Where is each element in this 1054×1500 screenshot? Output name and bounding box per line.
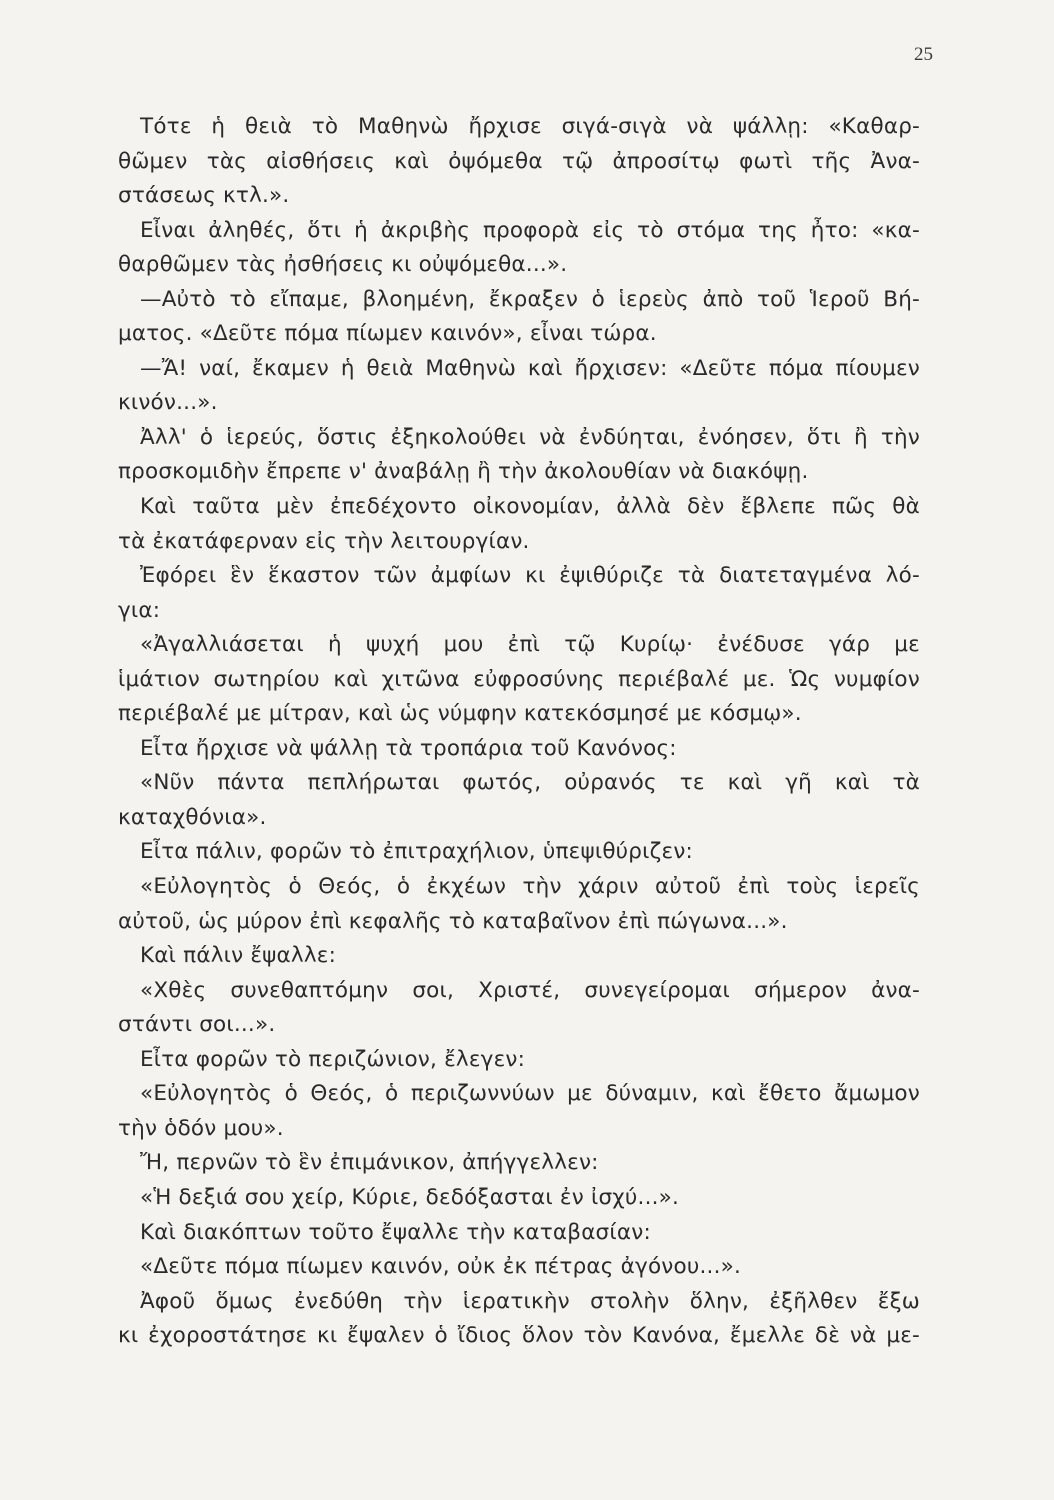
text-line: Καὶ πάλιν ἔψαλλε: — [140, 943, 337, 969]
page-number: 25 — [914, 44, 933, 65]
text-line: «Ἡ δεξιά σου χείρ, Κύριε, δεδόξασται ἐν ἰσχύ...». — [140, 1184, 680, 1210]
text-line: «Χθὲς συνεθαπτόμην σοι, Χριστέ, συνεγείρομαι σήμερον ἀνα- — [140, 977, 920, 1003]
text-line: Καὶ διακόπτων τοῦτο ἔψαλλε τὴν καταβασίαν: — [140, 1219, 651, 1245]
text-line: Εἶτα φορῶν τὸ περιζώνιον, ἔλεγεν: — [140, 1046, 526, 1072]
text-line: τὴν ὁδόν μου». — [118, 1115, 284, 1141]
text-line: καταχθόνια». — [118, 804, 267, 830]
text-line: στάντι σοι...». — [118, 1012, 276, 1038]
text-line: τὰ ἐκατάφερναν εἰς τὴν λειτουργίαν. — [118, 528, 530, 554]
text-line: στάσεως κτλ.». — [118, 183, 290, 209]
text-line: περιέβαλέ με μίτραν, καὶ ὡς νύμφην κατεκόσμησέ με κόσμῳ». — [118, 701, 802, 727]
text-line: Ἀφοῦ ὅμως ἐνεδύθη τὴν ἱερατικὴν στολὴν ὅλην, ἐξῆλθεν ἔξω — [140, 1288, 920, 1314]
text-line: ματος. «Δεῦτε πόμα πίωμεν καινόν», εἶναι τώρα. — [118, 321, 657, 347]
text-line: Τότε ἡ θειὰ τὸ Μαθηνὼ ἤρχισε σιγά-σιγὰ νὰ ψάλλῃ: «Καθαρ- — [140, 114, 920, 139]
text-line: Ἀλλ' ὁ ἱερεύς, ὅστις ἐξηκολούθει νὰ ἐνδύηται, ἐνόησεν, ὅτι ἢ τὴν — [140, 424, 920, 450]
text-line: αὐτοῦ, ὡς μύρον ἐπὶ κεφαλῆς τὸ καταβαῖνον ἐπὶ πώγωνα...». — [118, 908, 788, 934]
text-line: για: — [118, 597, 161, 623]
text-line: Ἐφόρει ἓν ἕκαστον τῶν ἀμφίων κι ἐψιθύριζε τὰ διατεταγμένα λό- — [140, 563, 920, 589]
text-line: Εἶναι ἀληθές, ὅτι ἡ ἀκριβὴς προφορὰ εἰς τὸ στόμα της ἦτο: «κα- — [140, 217, 920, 243]
text-line: Ἤ, περνῶν τὸ ἓν ἐπιμάνικον, ἀπήγγελλεν: — [140, 1150, 599, 1176]
text-line: —Ἄ! ναί, ἔκαμεν ἡ θειὰ Μαθηνὼ καὶ ἤρχισεν: «Δεῦτε πόμα πίουμεν — [140, 355, 920, 381]
text-line: θῶμεν τὰς αἰσθήσεις καὶ ὀψόμεθα τῷ ἀπροσίτῳ φωτὶ τῆς Ἀνα- — [118, 148, 920, 174]
text-line: «Ἀγαλλιάσεται ἡ ψυχή μου ἐπὶ τῷ Κυρίῳ· ἐνέδυσε γάρ με — [140, 632, 920, 658]
text-line: «Εὐλογητὸς ὁ Θεός, ὁ ἐκχέων τὴν χάριν αὐτοῦ ἐπὶ τοὺς ἱερεῖς — [140, 874, 920, 900]
text-line: Καὶ ταῦτα μὲν ἐπεδέχοντο οἰκονομίαν, ἀλλὰ δὲν ἔβλεπε πῶς θὰ — [140, 494, 920, 520]
text-line: —Αὐτὸ τὸ εἴπαμε, βλοημένη, ἔκραξεν ὁ ἱερεὺς ἀπὸ τοῦ Ἱεροῦ Βή- — [140, 286, 920, 312]
text-line: θαρθῶμεν τὰς ἠσθήσεις κι οὐψόμεθα...». — [118, 252, 568, 278]
text-line: προσκομιδὴν ἔπρεπε ν' ἀναβάλῃ ἢ τὴν ἀκολουθίαν νὰ διακόψῃ. — [118, 459, 809, 485]
text-line: ἱμάτιον σωτηρίου καὶ χιτῶνα εὐφροσύνης περιέβαλέ με. Ὡς νυμφίον — [118, 666, 920, 692]
text-line: Εἶτα πάλιν, φορῶν τὸ ἐπιτραχήλιον, ὑπεψιθύριζεν: — [140, 839, 693, 865]
text-line: κινόν...». — [118, 390, 218, 416]
text-line: κι ἐχοροστάτησε κι ἔψαλεν ὁ ἴδιος ὅλον τὸν Κανόνα, ἔμελλε δὲ νὰ με- — [118, 1323, 920, 1349]
body-text — [118, 110, 920, 1354]
text-line: «Δεῦτε πόμα πίωμεν καινόν, οὐκ ἐκ πέτρας ἀγόνου...». — [140, 1254, 741, 1280]
text-line: «Εὐλογητὸς ὁ Θεός, ὁ περιζωννύων με δύναμιν, καὶ ἔθετο ἄμωμον — [140, 1081, 920, 1107]
text-line: «Νῦν πάντα πεπλήρωται φωτός, οὐρανός τε καὶ γῆ καὶ τὰ — [140, 770, 920, 796]
text-line: Εἶτα ἤρχισε νὰ ψάλλῃ τὰ τροπάρια τοῦ Κανόνος: — [140, 735, 677, 761]
